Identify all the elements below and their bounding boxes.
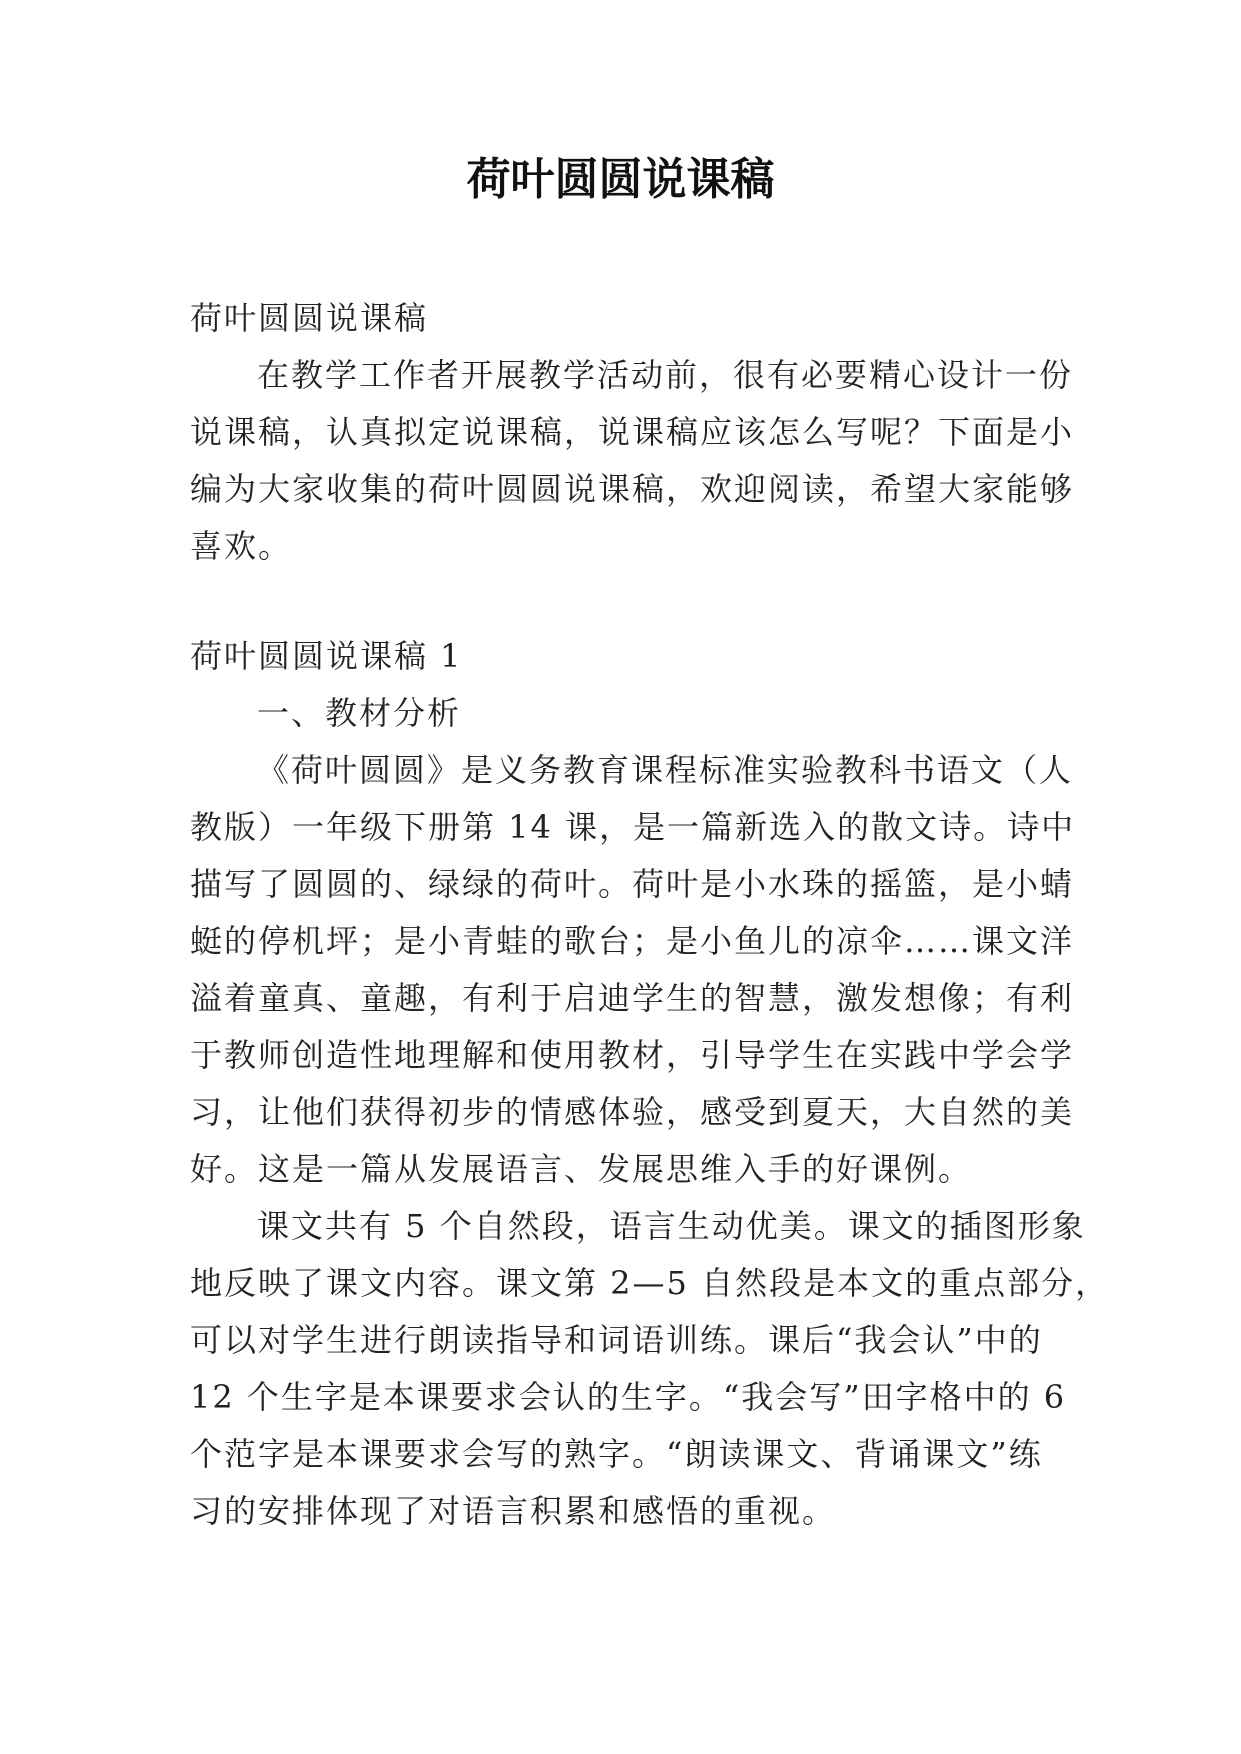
paragraph-spacer bbox=[190, 575, 1050, 628]
paragraph-line: 习，让他们获得初步的情感体验，感受到夏天，大自然的美 bbox=[190, 1093, 1075, 1131]
paragraph-line: 个范字是本课要求会写的熟字。“朗读课文、背诵课文”练 bbox=[190, 1435, 1043, 1473]
paragraph-line: 好。这是一篇从发展语言、发展思维入手的好课例。 bbox=[190, 1150, 973, 1188]
paragraph-line: 描写了圆圆的、绿绿的荷叶。荷叶是小水珠的摇篮，是小蜻 bbox=[190, 865, 1075, 903]
paragraph-line: 《荷叶圆圆》是义务教育课程标准实验教科书语文（人 bbox=[257, 751, 1074, 789]
intro-line: 编为大家收集的荷叶圆圆说课稿，欢迎阅读，希望大家能够 bbox=[190, 470, 1075, 508]
document-subtitle: 荷叶圆圆说课稿 bbox=[190, 299, 429, 337]
paragraph-line: 可以对学生进行朗读指导和词语训练。课后“我会认”中的 bbox=[190, 1321, 1043, 1359]
paragraph-line: 课文共有 5 个自然段，语言生动优美。课文的插图形象 bbox=[257, 1207, 1086, 1245]
paragraph-line: 教版）一年级下册第 14 课，是一篇新选入的散文诗。诗中 bbox=[190, 808, 1076, 846]
document-title: 荷叶圆圆说课稿 bbox=[466, 154, 775, 205]
paragraph-line: 于教师创造性地理解和使用教材，引导学生在实践中学会学 bbox=[190, 1036, 1075, 1074]
section-heading: 荷叶圆圆说课稿 1 bbox=[190, 637, 463, 675]
paragraph-line: 习的安排体现了对语言积累和感悟的重视。 bbox=[190, 1492, 837, 1530]
intro-line: 说课稿，认真拟定说课稿，说课稿应该怎么写呢？下面是小 bbox=[190, 413, 1075, 451]
paragraph-line: 地反映了课文内容。课文第 2—5 自然段是本文的重点部分， bbox=[190, 1264, 1110, 1302]
paragraph-line: 12 个生字是本课要求会认的生字。“我会写”田字格中的 6 bbox=[190, 1378, 1067, 1416]
subsection-heading: 一、教材分析 bbox=[257, 694, 462, 732]
paragraph-line: 溢着童真、童趣，有利于启迪学生的智慧，激发想像；有利 bbox=[190, 979, 1075, 1017]
intro-line: 在教学工作者开展教学活动前，很有必要精心设计一份 bbox=[257, 356, 1074, 394]
intro-line: 喜欢。 bbox=[190, 527, 293, 565]
paragraph-line: 蜓的停机坪；是小青蛙的歌台；是小鱼儿的凉伞……课文洋 bbox=[190, 922, 1075, 960]
document-body bbox=[190, 290, 1110, 1540]
